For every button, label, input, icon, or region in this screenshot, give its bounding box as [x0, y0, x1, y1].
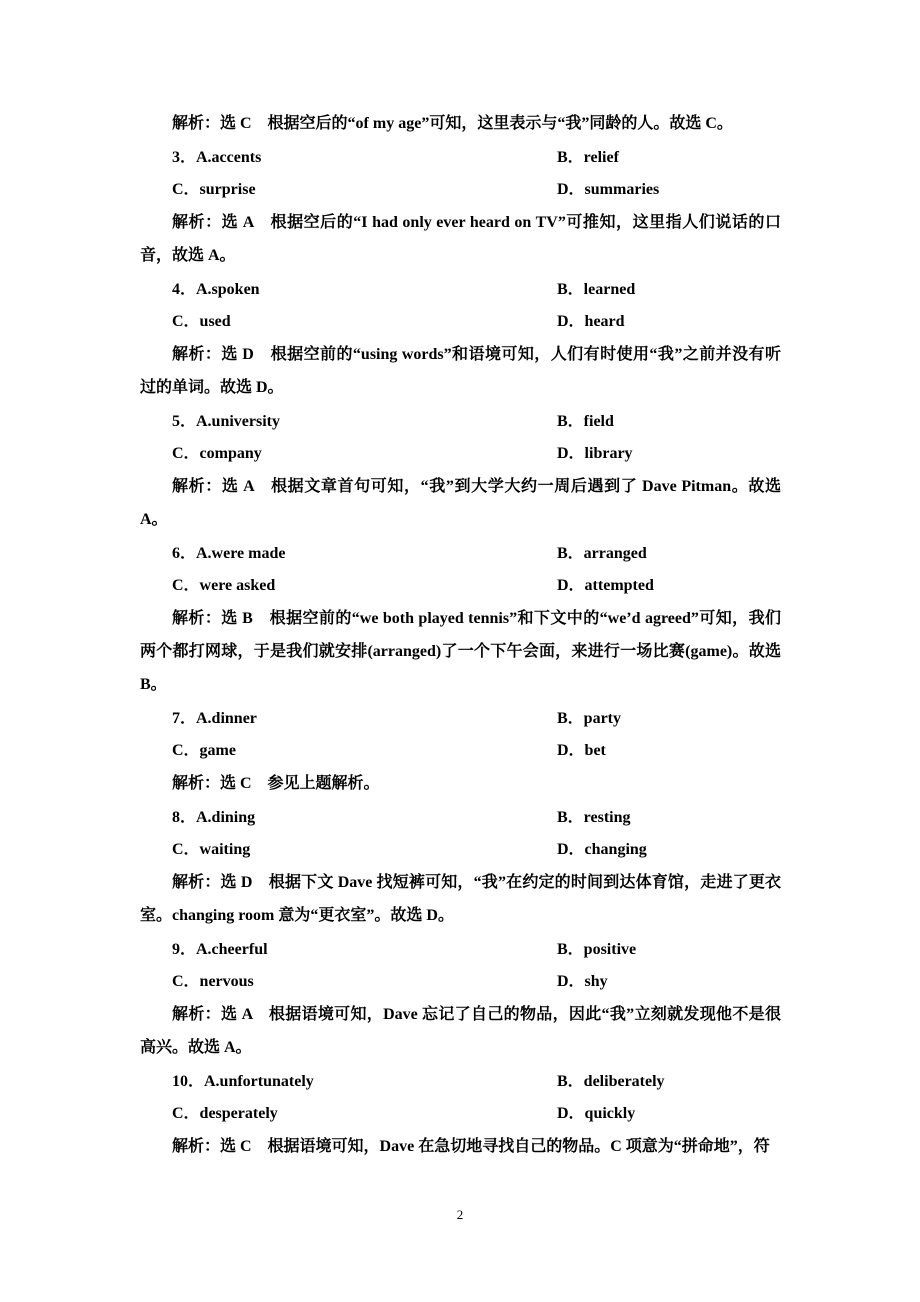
question-block — [140, 538, 781, 701]
explanation-paragraph: 解析：选 C 参见上题解析。 — [172, 775, 380, 792]
answer-option: D．bet — [557, 742, 606, 759]
answer-option: B．relief — [557, 149, 619, 166]
option-row — [140, 834, 781, 866]
option-row — [140, 438, 781, 470]
question-list — [140, 142, 781, 1163]
option-row — [140, 538, 781, 570]
answer-option: B．party — [557, 710, 622, 727]
answer-option: C．were asked — [172, 577, 276, 594]
option-row — [140, 142, 781, 174]
answer-option: C．surprise — [172, 181, 256, 198]
answer-option: D．changing — [557, 841, 647, 858]
answer-option: D．summaries — [557, 181, 660, 198]
option-row — [140, 1098, 781, 1130]
option-row — [140, 570, 781, 602]
question-block — [140, 802, 781, 932]
option-row — [140, 966, 781, 998]
option-row — [140, 406, 781, 438]
option-row — [140, 274, 781, 306]
answer-option: C．desperately — [172, 1105, 278, 1122]
answer-option: D．quickly — [557, 1105, 636, 1122]
answer-option: D．attempted — [557, 577, 654, 594]
question-block — [140, 142, 781, 272]
question-block — [140, 406, 781, 536]
page-number: 2 — [456, 1207, 464, 1222]
explanation-paragraph: 解析：选 D 根据空前的“using words”和语境可知，人们有时使用“我”之前并没有听过的单词。故选 D。 — [140, 346, 781, 396]
explanation-paragraph: 解析：选 C 根据语境可知，Dave 在急切地寻找自己的物品。C 项意为“拼命地”，符 — [172, 1138, 770, 1155]
explanation-paragraph: 解析：选 B 根据空前的“we both played tennis”和下文中的“we’d agreed”可知，我们两个都打网球，于是我们就安排(arranged)了一个下午会面，来进行一场比赛(game)。故选 B。 — [140, 610, 781, 693]
answer-option: 4．A.spoken — [172, 281, 260, 298]
option-row — [140, 934, 781, 966]
answer-option: D．shy — [557, 973, 608, 990]
option-row — [140, 735, 781, 767]
option-row — [140, 306, 781, 338]
answer-option: B．arranged — [557, 545, 647, 562]
answer-option: D．library — [557, 445, 633, 462]
document-body — [140, 107, 781, 1163]
explanation-paragraph: 解析：选 A 根据空后的“I had only ever heard on TV”可推知，这里指人们说话的口音，故选 A。 — [140, 214, 781, 264]
answer-option: 7．A.dinner — [172, 710, 257, 727]
answer-option: 5．A.university — [172, 413, 281, 430]
question-block — [140, 1066, 781, 1163]
answer-option: 8．A.dining — [172, 809, 256, 826]
answer-option: C．game — [172, 742, 236, 759]
explanation-paragraph: 解析：选 D 根据下文 Dave 找短裤可知，“我”在约定的时间到达体育馆，走进了更衣室。changing room 意为“更衣室”。故选 D。 — [140, 874, 781, 924]
explanation-paragraph: 解析：选 A 根据文章首句可知，“我”到大学大约一周后遇到了 Dave Pitman。故选 A。 — [140, 478, 781, 528]
option-row — [140, 1066, 781, 1098]
answer-option: B．deliberately — [557, 1073, 665, 1090]
question-block — [140, 703, 781, 800]
answer-option: 3．A.accents — [172, 149, 262, 166]
answer-option: 6．A.were made — [172, 545, 286, 562]
answer-option: C．used — [172, 313, 231, 330]
answer-option: C．nervous — [172, 973, 254, 990]
answer-option: B．field — [557, 413, 614, 430]
answer-option: 10．A.unfortunately — [172, 1073, 314, 1090]
answer-option: C．waiting — [172, 841, 251, 858]
answer-option: C．company — [172, 445, 262, 462]
answer-option: B．positive — [557, 941, 637, 958]
question-block — [140, 274, 781, 404]
answer-option: D．heard — [557, 313, 625, 330]
answer-option: 9．A.cheerful — [172, 941, 268, 958]
explanation-paragraph: 解析：选 A 根据语境可知，Dave 忘记了自己的物品，因此“我”立刻就发现他不是很高兴。故选 A。 — [140, 1006, 781, 1056]
question-block — [140, 934, 781, 1064]
option-row — [140, 174, 781, 206]
option-row — [140, 802, 781, 834]
explanation-paragraph: 解析：选 C 根据空后的“of my age”可知，这里表示与“我”同龄的人。故选 C。 — [172, 115, 733, 132]
answer-option: B．learned — [557, 281, 636, 298]
option-row — [140, 703, 781, 735]
answer-option: B．resting — [557, 809, 631, 826]
